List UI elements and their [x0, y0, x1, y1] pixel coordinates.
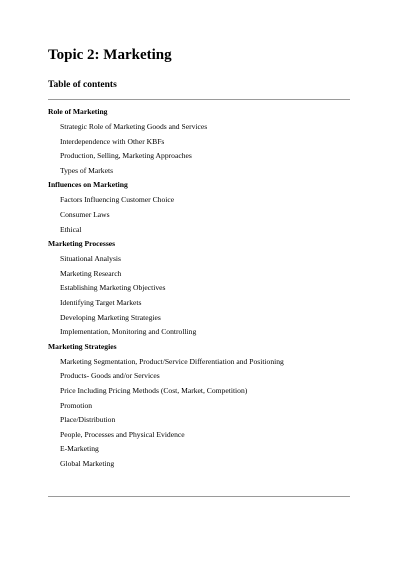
toc-section-title[interactable]: Marketing Strategies	[48, 341, 117, 351]
toc-item[interactable]: Implementation, Monitoring and Controlling	[60, 327, 197, 337]
toc-item[interactable]: Factors Influencing Customer Choice	[60, 195, 175, 205]
toc-item[interactable]: Interdependence with Other KBFs	[60, 136, 165, 146]
toc-item[interactable]: Place/Distribution	[60, 415, 116, 425]
toc-section	[48, 239, 350, 337]
toc-item[interactable]: Situational Analysis	[60, 254, 121, 264]
table-of-contents	[48, 107, 350, 473]
toc-item[interactable]: Production, Selling, Marketing Approaches	[60, 151, 192, 161]
toc-section	[48, 107, 350, 176]
toc-item[interactable]: Promotion	[60, 400, 93, 410]
toc-item[interactable]: E-Marketing	[60, 444, 99, 454]
toc-item[interactable]: Marketing Research	[60, 268, 122, 278]
toc-heading: Table of contents	[48, 80, 117, 90]
toc-section-title[interactable]: Marketing Processes	[48, 239, 116, 249]
toc-section	[48, 342, 350, 469]
toc-item[interactable]: Identifying Target Markets	[60, 297, 142, 307]
toc-item[interactable]: Global Marketing	[60, 458, 115, 468]
toc-item[interactable]: Consumer Laws	[60, 209, 110, 219]
toc-item[interactable]: Marketing Segmentation, Product/Service Differentiation and Positioning	[60, 356, 284, 366]
toc-item[interactable]: People, Processes and Physical Evidence	[60, 429, 185, 439]
bottom-divider	[48, 496, 350, 497]
toc-item[interactable]: Products- Goods and/or Services	[60, 371, 160, 381]
toc-item[interactable]: Developing Marketing Strategies	[60, 312, 161, 322]
toc-item[interactable]: Establishing Marketing Objectives	[60, 283, 166, 293]
toc-item[interactable]: Types of Markets	[60, 165, 114, 175]
toc-section-title[interactable]: Role of Marketing	[48, 107, 108, 116]
toc-item[interactable]: Price Including Pricing Methods (Cost, Market, Competition)	[60, 385, 248, 395]
page-title: Topic 2: Marketing	[48, 47, 172, 63]
toc-item[interactable]: Strategic Role of Marketing Goods and Services	[60, 122, 208, 131]
toc-section-title[interactable]: Influences on Marketing	[48, 180, 128, 190]
toc-item[interactable]: Ethical	[60, 224, 82, 234]
toc-section	[48, 180, 350, 234]
top-divider	[48, 99, 350, 100]
